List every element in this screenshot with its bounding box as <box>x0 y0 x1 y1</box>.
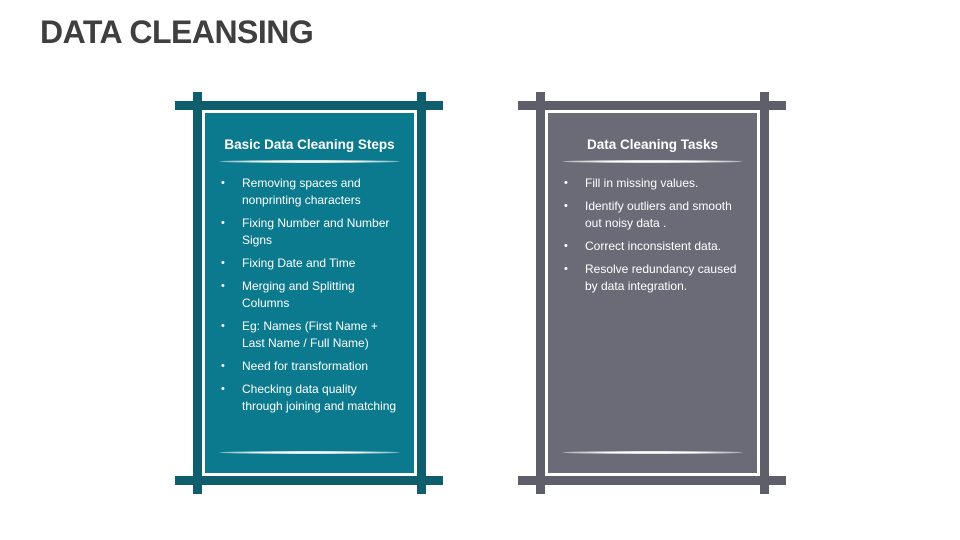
list-item: • Checking data quality through joining and matching <box>242 381 400 415</box>
frame-bar-bottom <box>518 476 786 485</box>
card-title: Data Cleaning Tasks <box>586 137 719 152</box>
tasks-card <box>518 92 786 494</box>
basic-steps-card <box>175 92 443 494</box>
slide-title: DATA CLEANSING <box>40 14 314 50</box>
card-panel <box>545 110 760 476</box>
divider-top <box>562 160 743 163</box>
frame-bar-top <box>175 101 443 110</box>
frame-bar-left <box>536 92 545 494</box>
frame-bar-right <box>760 92 769 494</box>
list-item: • Fixing Number and Number Signs <box>242 215 400 249</box>
steps-list <box>205 175 414 421</box>
list-item: • Fixing Date and Time <box>242 255 400 272</box>
card-panel-fill <box>205 113 414 473</box>
list-item: • Eg: Names (First Name + Last Name / Full Name) <box>242 318 400 352</box>
frame-bar-top <box>518 101 786 110</box>
tasks-list <box>548 175 757 301</box>
list-item: • Merging and Splitting Columns <box>242 278 400 312</box>
list-item: • Resolve redundancy caused by data integration. <box>585 261 743 295</box>
frame-bar-left <box>193 92 202 494</box>
list-item: • Correct inconsistent data. <box>585 238 743 255</box>
card-title: Basic Data Cleaning Steps <box>224 137 395 152</box>
frame-bar-bottom <box>175 476 443 485</box>
frame-bar-right <box>417 92 426 494</box>
list-item: • Fill in missing values. <box>585 175 743 192</box>
list-item: • Removing spaces and nonprinting characters <box>242 175 400 209</box>
list-item: • Need for transformation <box>242 358 400 375</box>
card-panel-fill <box>548 113 757 473</box>
divider-bottom <box>219 451 400 454</box>
card-panel <box>202 110 417 476</box>
divider-top <box>219 160 400 163</box>
list-item: • Identify outliers and smooth out noisy data . <box>585 198 743 232</box>
divider-bottom <box>562 451 743 454</box>
